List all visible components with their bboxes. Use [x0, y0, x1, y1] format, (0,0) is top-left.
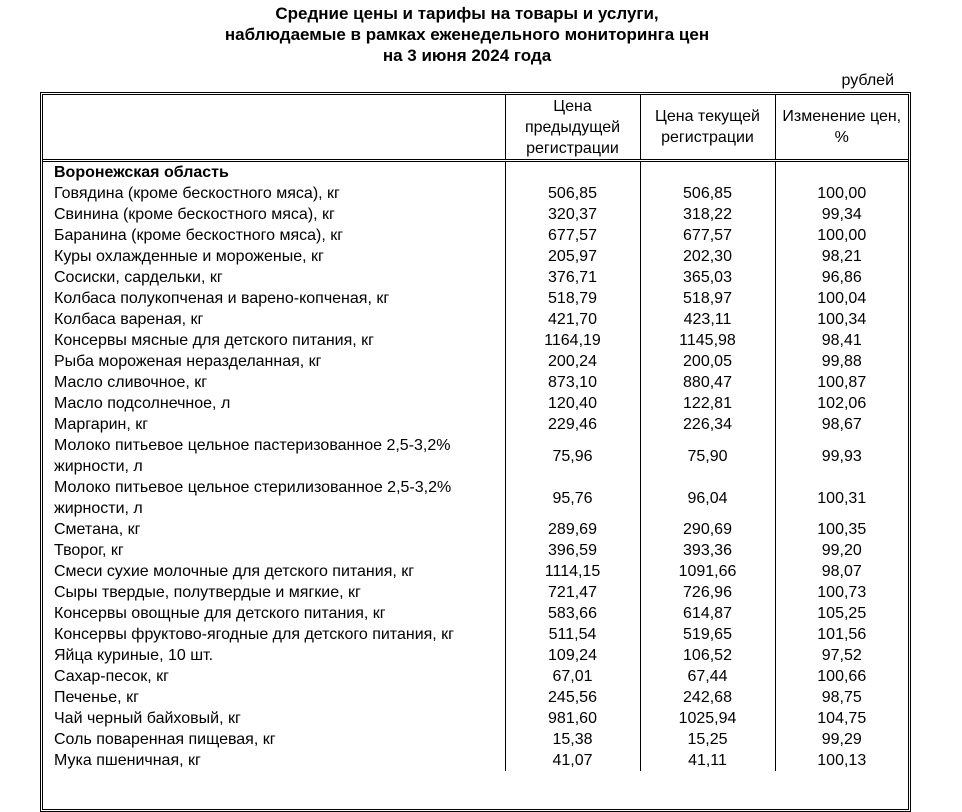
table-row [43, 414, 908, 435]
price-change-cell: 100,00 [775, 225, 908, 246]
title-line-3: на 3 июня 2024 года [382, 46, 552, 65]
previous-price-cell: 1114,15 [505, 561, 640, 582]
current-price-cell: 614,87 [640, 603, 775, 624]
current-price-cell: 726,96 [640, 582, 775, 603]
region-name: Воронежская область [54, 164, 229, 181]
current-price-cell: 226,34 [640, 414, 775, 435]
product-name-cell: Маргарин, кг [54, 416, 149, 433]
current-price-cell: 15,25 [640, 729, 775, 750]
current-price-cell: 365,03 [640, 267, 775, 288]
price-change-cell: 98,07 [775, 561, 908, 582]
price-change-cell: 96,86 [775, 267, 908, 288]
product-name-cell: Сметана, кг [54, 521, 141, 538]
product-name-cell: Сыры твердые, полутвердые и мягкие, кг [54, 584, 361, 601]
previous-price-cell: 376,71 [505, 267, 640, 288]
previous-price-cell: 95,76 [505, 477, 640, 519]
current-price-cell: 290,69 [640, 519, 775, 540]
previous-price-cell: 320,37 [505, 204, 640, 225]
table-row [43, 204, 908, 225]
product-name-cell: Масло подсолнечное, л [54, 395, 231, 412]
table-row [43, 729, 908, 750]
table-row [43, 603, 908, 624]
current-price-cell: 393,36 [640, 540, 775, 561]
previous-price-cell: 109,24 [505, 645, 640, 666]
product-name-cell: Консервы овощные для детского питания, кг [54, 605, 386, 622]
product-name-cell: Мука пшеничная, кг [54, 752, 201, 769]
previous-price-cell: 873,10 [505, 372, 640, 393]
previous-price-cell: 1164,19 [505, 330, 640, 351]
price-change-cell: 100,34 [775, 309, 908, 330]
price-change-cell: 102,06 [775, 393, 908, 414]
product-name-cell: Рыба мороженая неразделанная, кг [54, 353, 322, 370]
product-name-cell: Баранина (кроме бескостного мяса), кг [54, 227, 344, 244]
table-row [43, 540, 908, 561]
price-change-cell: 98,67 [775, 414, 908, 435]
current-price-cell: 423,11 [640, 309, 775, 330]
price-change-cell: 100,87 [775, 372, 908, 393]
table-row [43, 393, 908, 414]
table-row [43, 435, 908, 477]
table-row [43, 246, 908, 267]
price-change-cell: 101,56 [775, 624, 908, 645]
previous-price-cell: 15,38 [505, 729, 640, 750]
previous-price-cell: 229,46 [505, 414, 640, 435]
current-price-cell: 506,85 [640, 183, 775, 204]
product-name-cell: Печенье, кг [54, 689, 139, 706]
current-price-cell: 96,04 [640, 477, 775, 519]
table-row [43, 183, 908, 204]
price-change-cell: 97,52 [775, 645, 908, 666]
current-price-cell: 318,22 [640, 204, 775, 225]
table-row [43, 309, 908, 330]
current-price-cell: 677,57 [640, 225, 775, 246]
price-change-cell: 100,66 [775, 666, 908, 687]
price-change-cell: 99,88 [775, 351, 908, 372]
current-price-cell: 518,97 [640, 288, 775, 309]
table-row [43, 267, 908, 288]
previous-price-cell: 511,54 [505, 624, 640, 645]
table-row [43, 561, 908, 582]
price-table [43, 95, 908, 771]
previous-price-cell: 41,07 [505, 750, 640, 771]
price-change-cell: 99,20 [775, 540, 908, 561]
price-change-cell: 99,34 [775, 204, 908, 225]
product-name-cell: Молоко питьевое цельное стерилизованное 2,5-3,2% жирности, л [54, 479, 452, 517]
product-name-cell: Яйца куриные, 10 шт. [54, 647, 214, 664]
previous-price-cell: 981,60 [505, 708, 640, 729]
product-name-cell: Консервы мясные для детского питания, кг [54, 332, 374, 349]
table-row [43, 519, 908, 540]
table-row [43, 750, 908, 771]
current-price-cell: 202,30 [640, 246, 775, 267]
price-change-cell: 100,04 [775, 288, 908, 309]
current-price-cell: 1091,66 [640, 561, 775, 582]
price-change-cell: 100,00 [775, 183, 908, 204]
product-name-cell: Колбаса полукопченая и варено-копченая, кг [54, 290, 390, 307]
header-product [43, 95, 505, 161]
table-row [43, 330, 908, 351]
current-price-cell: 75,90 [640, 435, 775, 477]
product-name-cell: Свинина (кроме бескостного мяса), кг [54, 206, 335, 223]
region-row [43, 161, 908, 184]
current-price-cell: 41,11 [640, 750, 775, 771]
title-line-1: Средние цены и тарифы на товары и услуги, [275, 4, 659, 23]
price-change-cell: 98,21 [775, 246, 908, 267]
previous-price-cell: 583,66 [505, 603, 640, 624]
price-change-cell: 99,93 [775, 435, 908, 477]
current-price-cell: 242,68 [640, 687, 775, 708]
table-row [43, 645, 908, 666]
product-name-cell: Смеси сухие молочные для детского питания, кг [54, 563, 415, 580]
table-row [43, 582, 908, 603]
table-row [43, 351, 908, 372]
previous-price-cell: 421,70 [505, 309, 640, 330]
previous-price-cell: 205,97 [505, 246, 640, 267]
previous-price-cell: 120,40 [505, 393, 640, 414]
price-change-cell: 100,13 [775, 750, 908, 771]
price-table-frame [40, 92, 911, 812]
table-row [43, 288, 908, 309]
product-name-cell: Говядина (кроме бескостного мяса), кг [54, 185, 340, 202]
product-name-cell: Масло сливочное, кг [54, 374, 208, 391]
price-change-cell: 99,29 [775, 729, 908, 750]
price-change-cell: 105,25 [775, 603, 908, 624]
table-row [43, 708, 908, 729]
table-row [43, 477, 908, 519]
current-price-cell: 1025,94 [640, 708, 775, 729]
price-change-cell: 100,31 [775, 477, 908, 519]
previous-price-cell: 721,47 [505, 582, 640, 603]
price-change-cell: 98,75 [775, 687, 908, 708]
current-price-cell: 1145,98 [640, 330, 775, 351]
header-current-price: Цена текущей регистрации [640, 95, 775, 161]
previous-price-cell: 245,56 [505, 687, 640, 708]
product-name-cell: Творог, кг [54, 542, 124, 559]
current-price-cell: 200,05 [640, 351, 775, 372]
previous-price-cell: 518,79 [505, 288, 640, 309]
price-change-cell: 98,41 [775, 330, 908, 351]
previous-price-cell: 396,59 [505, 540, 640, 561]
previous-price-cell: 67,01 [505, 666, 640, 687]
current-price-cell: 122,81 [640, 393, 775, 414]
previous-price-cell: 200,24 [505, 351, 640, 372]
product-name-cell: Консервы фруктово-ягодные для детского питания, кг [54, 626, 455, 643]
product-name-cell: Сахар-песок, кг [54, 668, 169, 685]
current-price-cell: 67,44 [640, 666, 775, 687]
previous-price-cell: 75,96 [505, 435, 640, 477]
product-name-cell: Соль поваренная пищевая, кг [54, 731, 276, 748]
table-row [43, 225, 908, 246]
previous-price-cell: 506,85 [505, 183, 640, 204]
currency-unit-label: рублей [841, 72, 894, 89]
table-row [43, 687, 908, 708]
header-previous-price: Цена предыдущей регистрации [505, 95, 640, 161]
price-change-cell: 104,75 [775, 708, 908, 729]
table-header-row [43, 95, 908, 161]
table-row [43, 624, 908, 645]
current-price-cell: 106,52 [640, 645, 775, 666]
document-title [0, 3, 934, 66]
product-name-cell: Колбаса вареная, кг [54, 311, 204, 328]
title-line-2: наблюдаемые в рамках еженедельного мониторинга цен [224, 25, 710, 44]
product-name-cell: Молоко питьевое цельное пастеризованное 2,5-3,2% жирности, л [54, 437, 451, 475]
current-price-cell: 519,65 [640, 624, 775, 645]
current-price-cell: 880,47 [640, 372, 775, 393]
product-name-cell: Куры охлажденные и мороженые, кг [54, 248, 324, 265]
table-row [43, 372, 908, 393]
price-change-cell: 100,73 [775, 582, 908, 603]
price-change-cell: 100,35 [775, 519, 908, 540]
product-name-cell: Сосиски, сардельки, кг [54, 269, 223, 286]
previous-price-cell: 289,69 [505, 519, 640, 540]
previous-price-cell: 677,57 [505, 225, 640, 246]
header-price-change: Изменение цен, % [775, 95, 908, 161]
table-row [43, 666, 908, 687]
product-name-cell: Чай черный байховый, кг [54, 710, 241, 727]
